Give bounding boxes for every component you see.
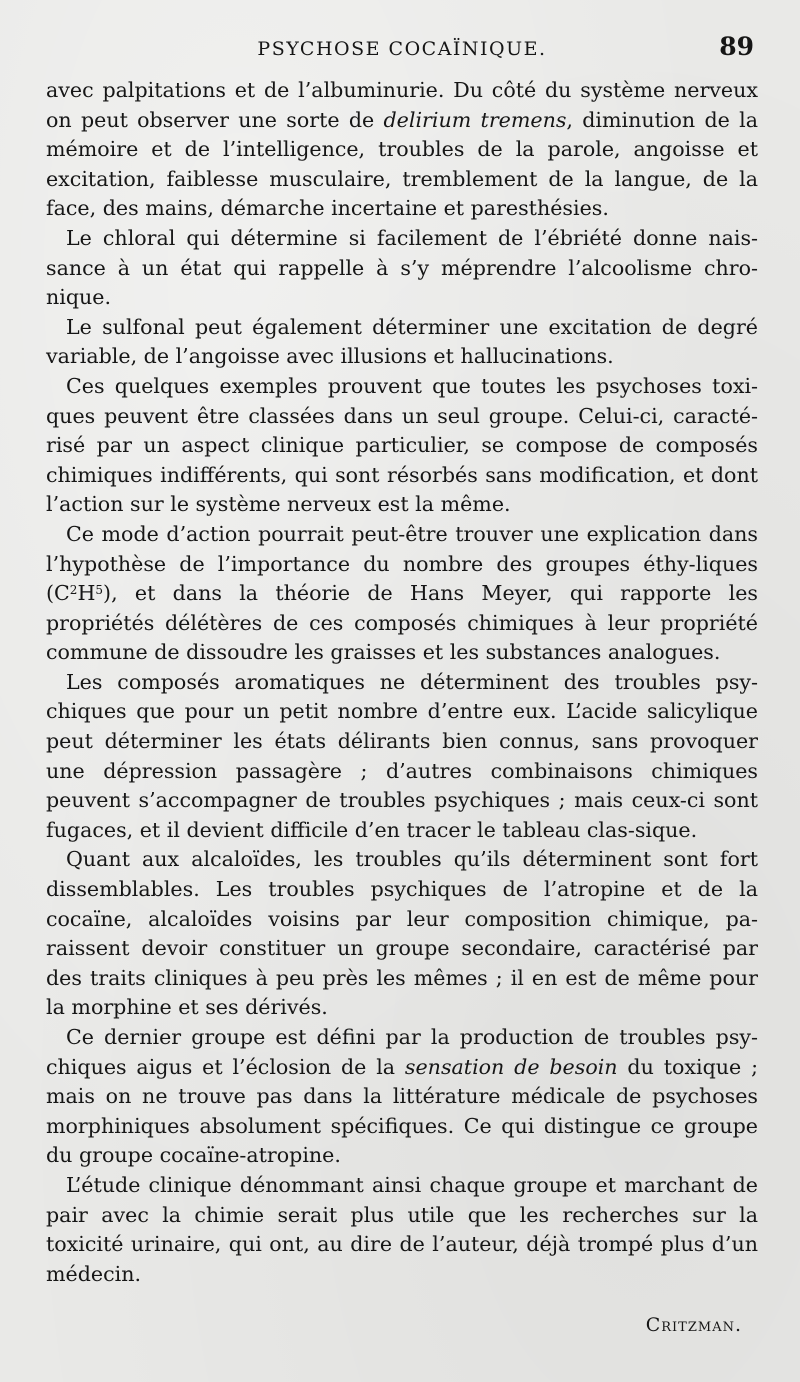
- italic-text: sensation de besoin: [404, 1054, 618, 1079]
- text-segment: Quant aux alcaloïdes, les troubles qu’ils déterminent sont fort dissemblables. Les troubles psychiques de l’atropine et de la cocaïne, alcaloïdes voisins par leur composition chimique, pa-raissent devoir constituer un groupe secondaire, caractérisé par des traits cliniques à peu près les mêmes ; il en est de même pour la morphine et ses dérivés.: [46, 847, 758, 1020]
- text-segment: , diminution de la mémoire et de l’intelligence, troubles de la parole, angoisse et excitation, faiblesse musculaire, tremblement de la langue, de la face, des mains, démarche incertaine et paresthésies.: [46, 107, 758, 221]
- paragraph: [46, 1171, 758, 1289]
- text-segment: avec palpitations et de l’albuminurie. Du côté du système nerveux on peut observer une sorte de: [46, 78, 758, 132]
- paragraph: [46, 845, 758, 1023]
- text-segment: ), et dans la théorie de Hans Meyer, qui rapporte les propriétés délétères de ces composés chimiques à leur propriété commune de dissoudre les graisses et les substances analogues.: [46, 581, 758, 665]
- text-segment: Le chloral qui détermine si facilement de l’ébriété donne nais-sance à un état qui rappelle à s’y méprendre l’alcoolisme chro-nique.: [46, 225, 758, 310]
- paragraph: [46, 1023, 758, 1171]
- text-segment: Ces quelques exemples prouvent que toutes les psychoses toxi-ques peuvent être classées dans un seul groupe. Celui-ci, caracté-risé par un aspect clinique particulier, se compose de composés chimiques indifférents, qui sont résorbés sans modification, et dont l’action sur le système nerveux est la même.: [46, 373, 758, 517]
- superscript: 5: [95, 583, 104, 598]
- text-segment: Les composés aromatiques ne déterminent des troubles psy-chiques que pour un petit nombre d’entre eux. L’acide salicylique peut déterminer les états délirants bien connus, sans provoquer une dépression passagère ; d’autres combinaisons chimiques peuvent s’accompagner de troubles psychiques ; mais ceux-ci sont fugaces, et il devient difficile d’en tracer le tableau clas-sique.: [46, 669, 758, 842]
- paragraph: [46, 313, 758, 372]
- text-segment: du toxique ; mais on ne trouve pas dans la littérature médicale de psychoses morphiniques absolument spécifiques. Ce qui distingue ce groupe du groupe cocaïne-atropine.: [46, 1054, 759, 1168]
- page-number: 89: [719, 32, 754, 61]
- paragraph: [46, 224, 758, 313]
- text-segment: H: [77, 581, 96, 606]
- text-segment: Le sulfonal peut également déterminer une excitation de degré variable, de l’angoisse avec illusions et hallucinations.: [46, 314, 758, 369]
- paragraph: [46, 372, 758, 520]
- running-head: [46, 30, 758, 66]
- text-segment: Ce mode d’action pourrait peut-être trouver une explication dans l’hypothèse de l’importance du nombre des groupes éthy-liques (C: [46, 521, 758, 606]
- paragraph: [46, 668, 758, 846]
- superscript: 2: [69, 583, 78, 598]
- author-signature: Critzman.: [645, 1314, 742, 1336]
- paragraph: [46, 520, 758, 668]
- italic-text: delirium tremens: [383, 107, 567, 132]
- text-segment: L’étude clinique dénommant ainsi chaque groupe et marchant de pair avec la chimie serait plus utile que les recherches sur la toxicité urinaire, qui ont, au dire de l’auteur, déjà trompé plus d’un médecin.: [46, 1172, 758, 1286]
- body-text: [46, 76, 758, 1289]
- paragraph: [46, 76, 758, 224]
- running-title: PSYCHOSE COCAÏNIQUE.: [257, 38, 547, 60]
- text-segment: Ce dernier groupe est défini par la production de troubles psy-chiques aigus et l’éclosion de la: [46, 1025, 758, 1079]
